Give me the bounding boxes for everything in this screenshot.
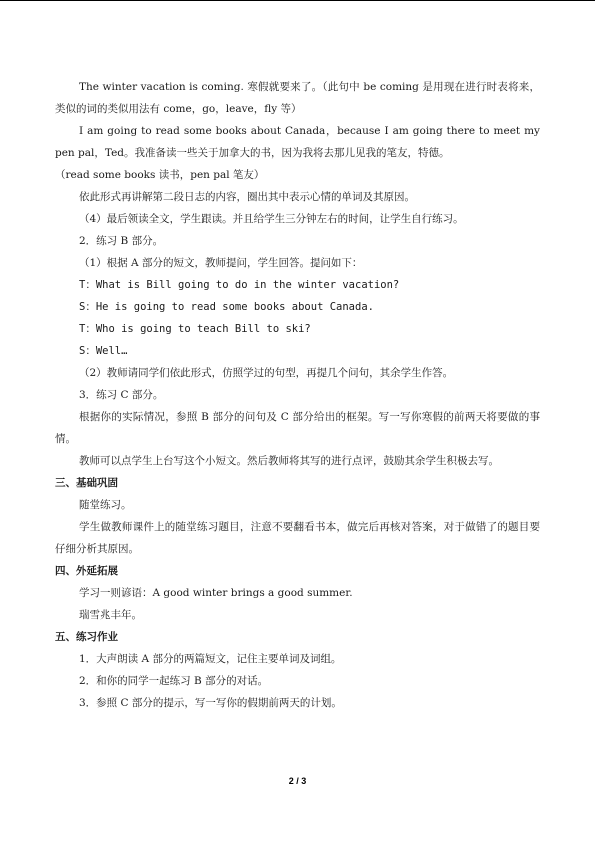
section-heading: 三、基础巩固 (55, 477, 118, 489)
section-heading: 五、练习作业 (55, 631, 118, 643)
body-text (55, 76, 540, 714)
list-item: 2．和你的同学一起练习 B 部分的对话。 (79, 675, 269, 687)
dialogue-line: S：Well… (79, 345, 128, 357)
paragraph: 瑞雪兆丰年。 (79, 609, 142, 621)
paragraph: 2．练习 B 部分。 (79, 235, 164, 247)
paragraph: （4）最后领读全文，学生跟读。并且给学生三分钟左右的时间，让学生自行练习。 (79, 213, 464, 225)
paragraph: 依此形式再讲解第二段日志的内容，圈出其中表示心情的单词及其原因。 (79, 191, 415, 203)
paragraph: 3．练习 C 部分。 (79, 389, 164, 401)
paragraph: （2）教师请同学们依此形式，仿照学过的句型，再提几个问句，其余学生作答。 (79, 367, 454, 379)
paragraph: I am going to read some books about Canada，because I am going there to meet my pen pal，Ted。我准备读一些关于加拿大的书，因为我将去那儿见我的笔友，特德。 (55, 125, 540, 159)
list-item: 1．大声朗读 A 部分的两篇短文，记住主要单词及词组。 (79, 653, 342, 665)
paragraph: 根据你的实际情况，参照 B 部分的问句及 C 部分给出的框架。写一写你寒假的前两天将要做的事情。 (55, 411, 540, 445)
section-heading: 四、外延拓展 (55, 565, 118, 577)
list-item: 3．参照 C 部分的提示，写一写你的假期前两天的计划。 (79, 697, 342, 709)
paragraph: 学习一则谚语：A good winter brings a good summer. (79, 587, 353, 599)
paragraph: 随堂练习。 (79, 499, 132, 511)
dialogue-line: T：Who is going to teach Bill to ski? (79, 323, 311, 335)
dialogue-line: T：What is Bill going to do in the winter vacation? (79, 279, 400, 291)
paragraph: （1）根据 A 部分的短文，教师提问，学生回答。提问如下： (79, 257, 363, 269)
dialogue-line: S：He is going to read some books about Canada. (79, 301, 374, 313)
paragraph: 教师可以点学生上台写这个小短文。然后教师将其写的进行点评，鼓励其余学生积极去写。 (79, 455, 499, 467)
header-rule (0, 0, 595, 1)
paragraph: The winter vacation is coming. 寒假就要来了。（此句中 be coming 是用现在进行时表将来，类似的词的类似用法有 come，go，leave，fly 等） (55, 81, 540, 115)
paragraph: 学生做教师课件上的随堂练习题目，注意不要翻看书本，做完后再核对答案，对于做错了的题目要仔细分析其原因。 (55, 521, 540, 555)
page-number: 2 / 3 (288, 776, 307, 786)
paragraph: （read some books 读书，pen pal 笔友） (55, 169, 265, 181)
